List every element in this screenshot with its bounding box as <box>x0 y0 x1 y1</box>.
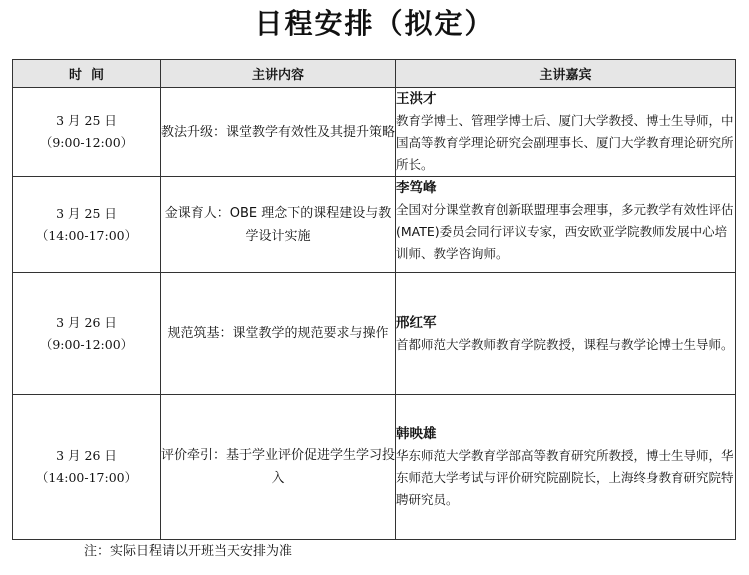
speaker-name: 李笃峰 <box>396 180 437 196</box>
speaker-name: 王洪才 <box>396 91 437 107</box>
session-date: 3 月 26 日 <box>56 314 117 330</box>
session-time-cell <box>13 273 161 395</box>
speaker-cell <box>396 395 736 540</box>
session-topic: 规范筑基：课堂教学的规范要求与操作 <box>161 273 396 395</box>
speaker-cell <box>396 88 736 177</box>
speaker-bio: 教育学博士、管理学博士后、厦门大学教授、博士生导师，中国高等教育学理论研究会副理事长、厦门大学教育理论研究所所长。 <box>396 113 734 172</box>
header-time: 时 间 <box>13 60 161 88</box>
header-speaker: 主讲嘉宾 <box>396 60 736 88</box>
speaker-bio: 华东师范大学教育学部高等教育研究所教授，博士生导师，华东师范大学考试与评价研究院副院长，上海终身教育研究院特聘研究员。 <box>396 448 734 507</box>
speaker-name: 邢红军 <box>396 314 437 331</box>
speaker-cell <box>396 177 736 273</box>
session-hours: （9:00-12:00） <box>39 336 134 352</box>
session-time-cell <box>13 395 161 540</box>
speaker-bio: 全国对分课堂教育创新联盟理事会理事，多元教学有效性评估(MATE)委员会同行评议专家，西安欧亚学院教师发展中心培训师、教学咨询师。 <box>396 202 734 261</box>
session-topic: 评价牵引：基于学业评价促进学生学习投入 <box>161 395 396 540</box>
session-hours: （14:00-17:00） <box>35 470 138 485</box>
speaker-bio: 首都师范大学教师教育学院教授，课程与教学论博士生导师。 <box>396 336 734 352</box>
speaker-cell <box>396 273 736 395</box>
session-topic: 教法升级：课堂教学有效性及其提升策略 <box>161 88 396 177</box>
session-date: 3 月 25 日 <box>56 113 117 128</box>
schedule-note: 注：实际日程请以开班当天安排为准 <box>84 544 293 559</box>
page-title: 日程安排（拟定） <box>254 7 495 40</box>
session-date: 3 月 25 日 <box>56 205 117 221</box>
table-row <box>13 273 736 395</box>
table-row <box>13 177 736 273</box>
table-row <box>13 88 736 177</box>
header-topic: 主讲内容 <box>161 60 396 88</box>
session-topic: 金课育人：OBE 理念下的课程建设与教学设计实施 <box>161 177 396 273</box>
session-time-cell <box>13 88 161 177</box>
session-hours: （9:00-12:00） <box>39 135 134 150</box>
table-header-row <box>13 60 736 88</box>
schedule-table <box>12 59 736 540</box>
session-date: 3 月 26 日 <box>56 448 117 463</box>
session-time-cell <box>13 177 161 273</box>
session-hours: （14:00-17:00） <box>35 227 138 243</box>
table-row <box>13 395 736 540</box>
speaker-name: 韩映雄 <box>396 426 437 442</box>
